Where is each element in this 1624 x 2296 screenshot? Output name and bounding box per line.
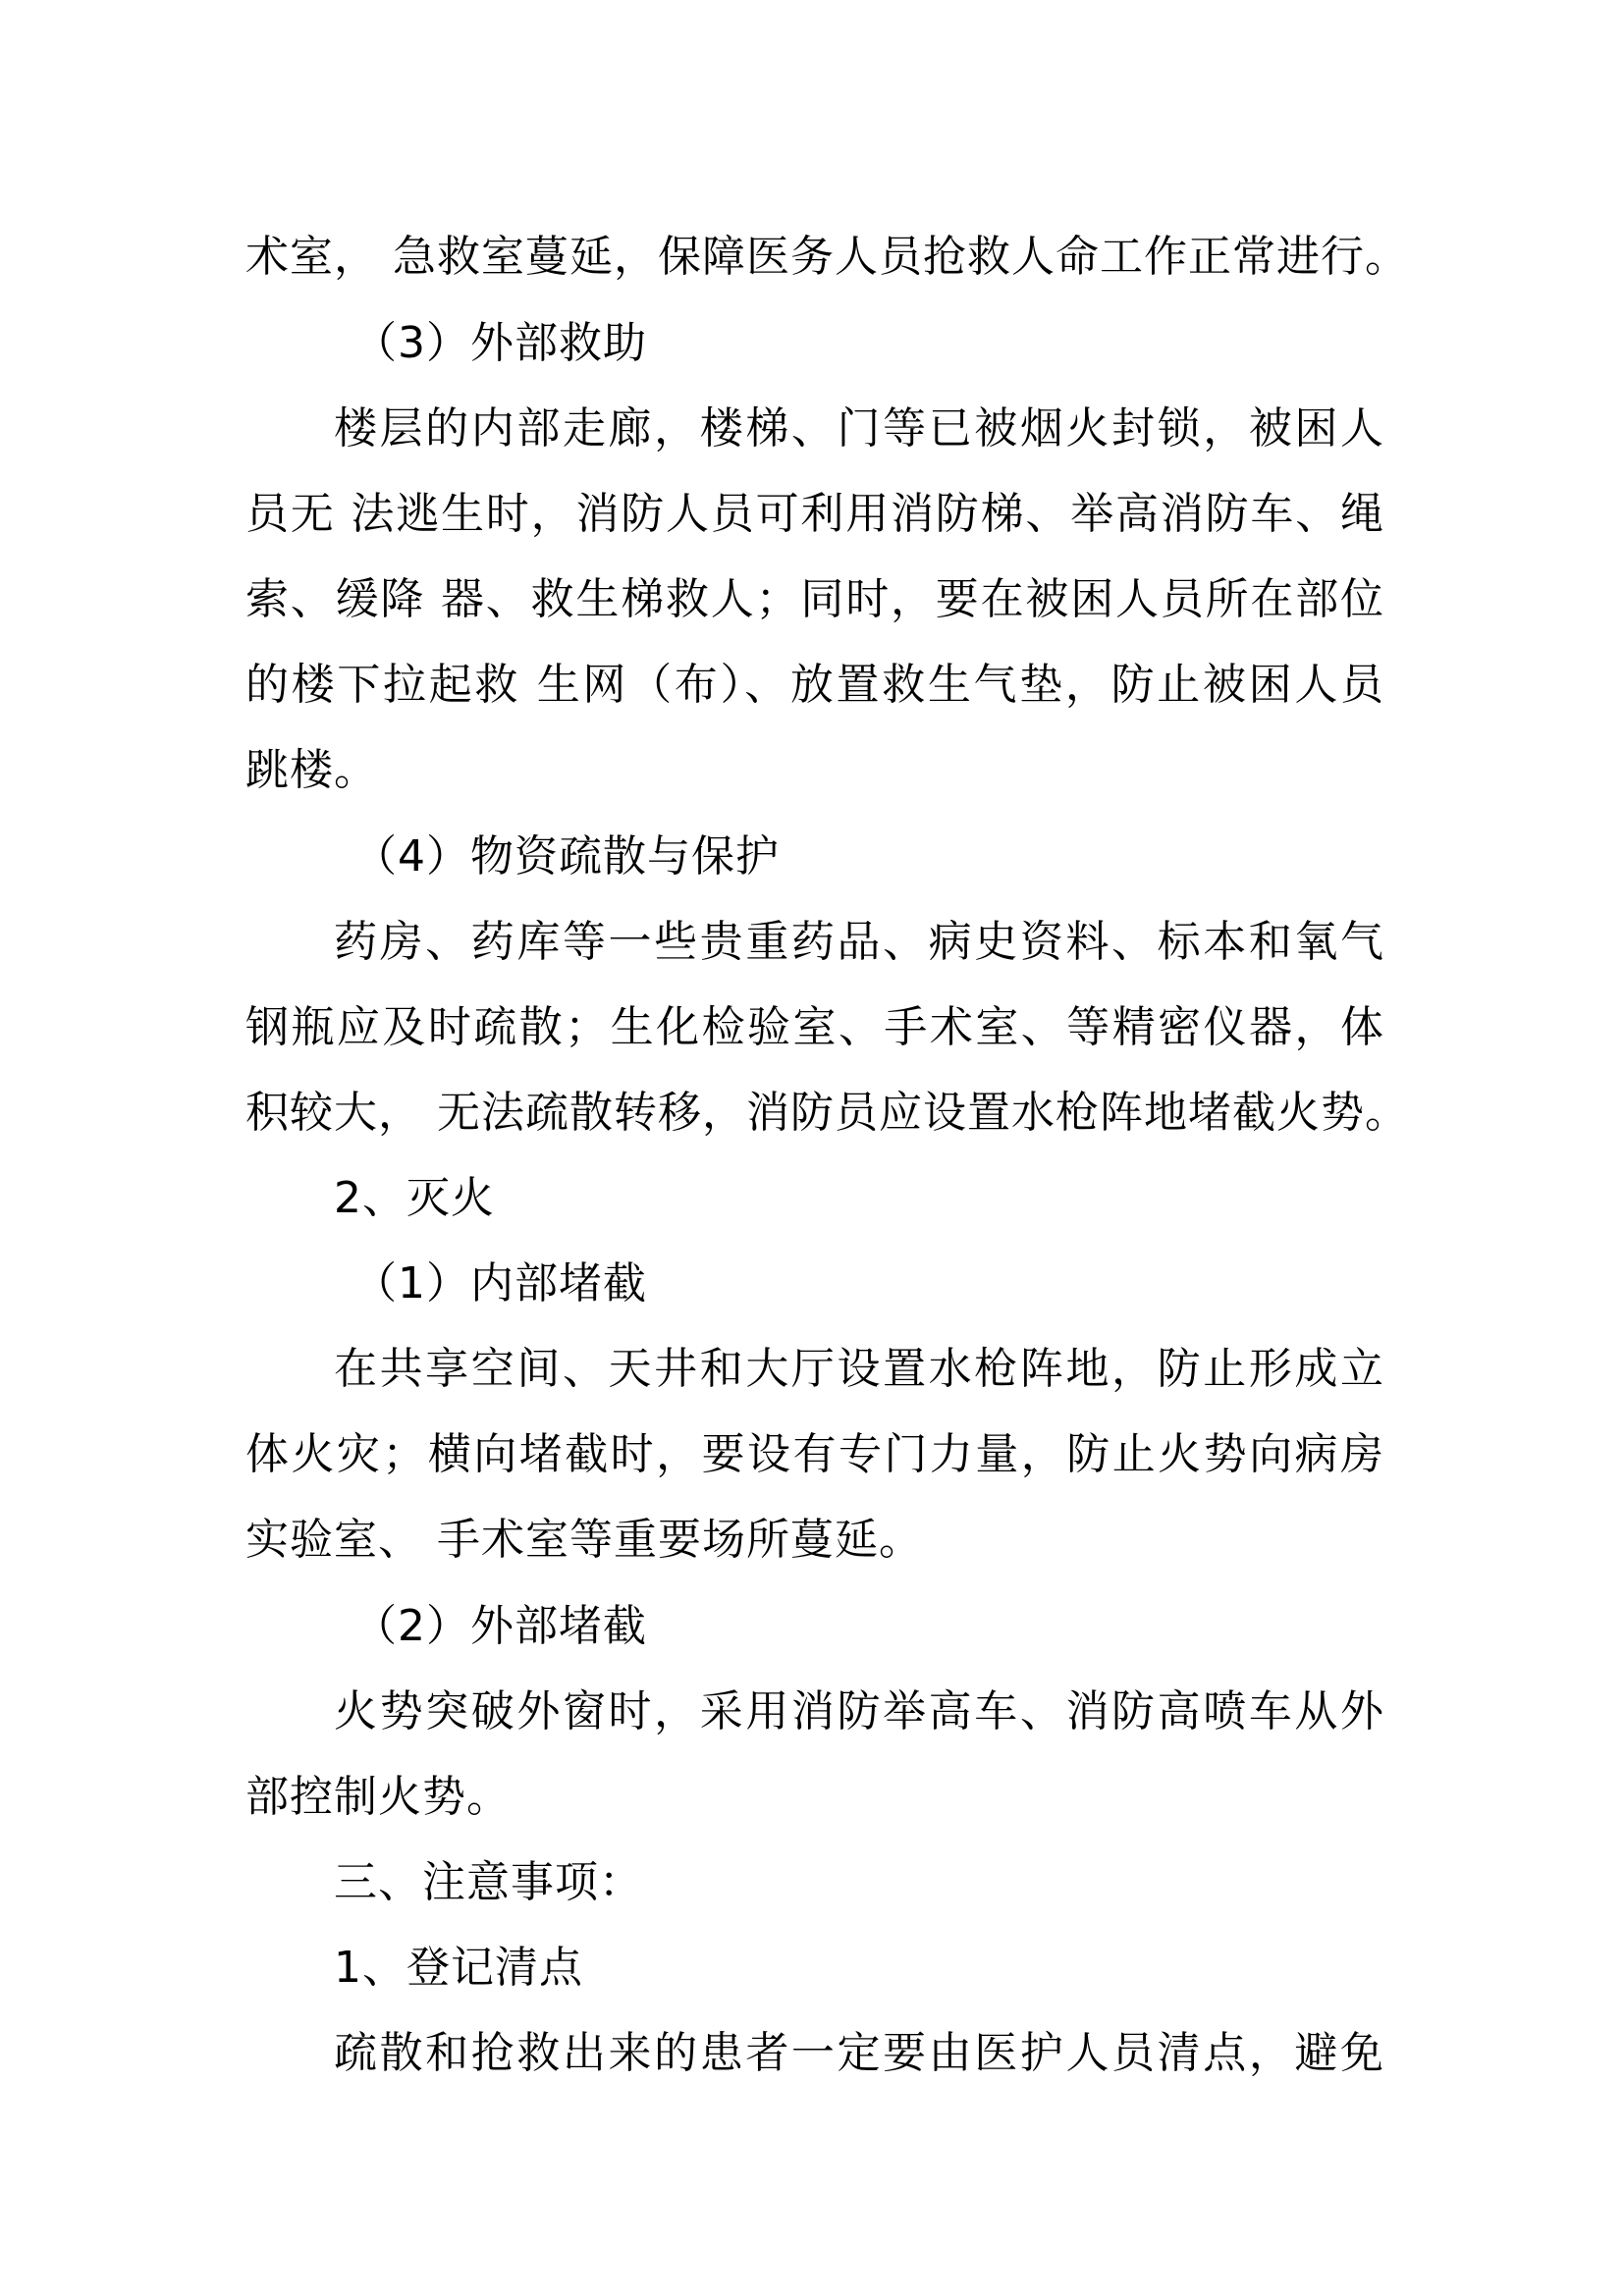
body-text-line: 索、缓降 器、救生梯救人；同时，要在被困人员所在部位 bbox=[245, 574, 1384, 624]
body-text-line: 火势突破外窗时，采用消防举高车、消防高喷车从外 bbox=[334, 1686, 1384, 1736]
subheading: （4）物资疏散与保护 bbox=[353, 831, 780, 881]
body-text-line: 跳楼。 bbox=[245, 745, 378, 795]
section-heading: 1、登记清点 bbox=[334, 1943, 583, 1993]
subheading: （2）外部堵截 bbox=[353, 1601, 647, 1651]
section-heading: 2、灭火 bbox=[334, 1173, 495, 1223]
body-text-line: 在共享空间、天井和大厅设置水枪阵地，防止形成立 bbox=[334, 1344, 1384, 1394]
body-text-line: 药房、药库等一些贵重药品、病史资料、标本和氧气 bbox=[334, 917, 1384, 967]
body-text-line: 积较大， 无法疏散转移，消防员应设置水枪阵地堵截火势。 bbox=[245, 1088, 1409, 1138]
body-text-line: 员无 法逃生时，消防人员可利用消防梯、举高消防车、绳 bbox=[245, 489, 1384, 539]
body-text-line: 体火灾；横向堵截时，要设有专门力量，防止火势向病房 bbox=[245, 1429, 1384, 1479]
body-text-line: 的楼下拉起救 生网（布）、放置救生气垫，防止被困人员 bbox=[245, 660, 1384, 710]
body-text-line: 部控制火势。 bbox=[245, 1772, 511, 1822]
body-text-line: 术室， 急救室蔓延，保障医务人员抢救人命工作正常进行。 bbox=[245, 232, 1409, 282]
section-heading: 三、注意事项： bbox=[334, 1857, 643, 1907]
subheading: （3）外部救助 bbox=[353, 318, 647, 368]
body-text-line: 疏散和抢救出来的患者一定要由医护人员清点，避免 bbox=[334, 2028, 1384, 2078]
body-text-line: 实验室、 手术室等重要场所蔓延。 bbox=[245, 1515, 923, 1565]
subheading: （1）内部堵截 bbox=[353, 1258, 647, 1308]
body-text-line: 钢瓶应及时疏散；生化检验室、手术室、等精密仪器，体 bbox=[245, 1002, 1384, 1052]
body-text-line: 楼层的内部走廊，楼梯、门等已被烟火封锁，被困人 bbox=[334, 403, 1384, 454]
